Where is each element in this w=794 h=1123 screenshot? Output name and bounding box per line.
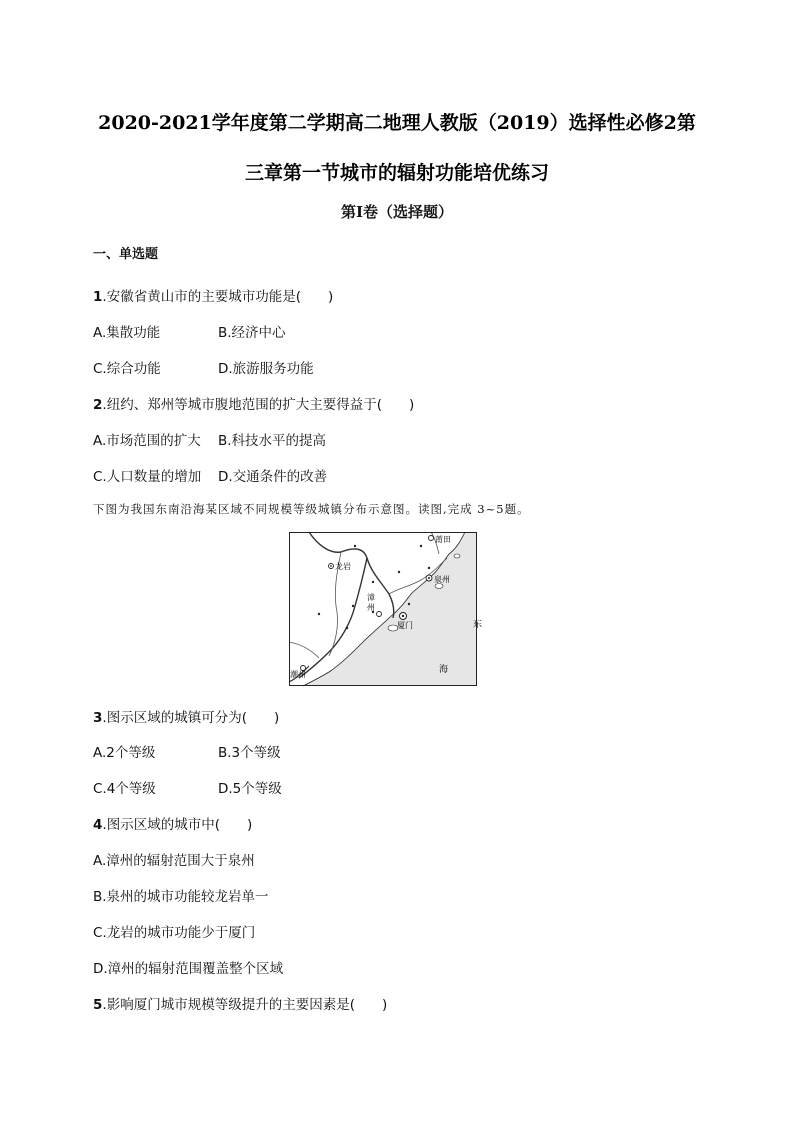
question-2-option-a: A.市场范围的扩大 <box>93 433 201 449</box>
question-number: 3 <box>93 710 103 726</box>
question-text: .纽约、郑州等城市腹地范围的扩大主要得益于( ) <box>102 397 415 413</box>
question-4-option-a: A.漳州的辐射范围大于泉州 <box>93 853 255 869</box>
region-map <box>289 532 483 686</box>
map-label-quanzhou: 泉州 <box>434 575 450 584</box>
document-subtitle: 第I卷（选择题） <box>340 203 454 221</box>
question-3-option-a: A.2个等级 <box>93 745 156 761</box>
question-4-option-c: C.龙岩的城市功能少于厦门 <box>93 925 256 941</box>
map-label-dong: 东 <box>473 620 483 630</box>
question-text: .图示区域的城镇可分为( ) <box>102 710 280 726</box>
map-intro-text: 下图为我国东南沿海某区域不同规模等级城镇分布示意图。读图,完成 3~5题。 <box>93 502 530 516</box>
document-title-line-1: 2020-2021学年度第二学期高二地理人教版（2019）选择性必修2第 <box>98 112 696 134</box>
question-4-option-d: D.漳州的辐射范围覆盖整个区域 <box>93 961 284 977</box>
map-label-chaozhou: 潮州 <box>290 670 306 679</box>
question-text: .图示区域的城市中( ) <box>102 817 253 833</box>
map-label-putian: 莆田 <box>435 535 451 544</box>
document-title-line-2: 三章第一节城市的辐射功能培优练习 <box>244 162 549 184</box>
question-1-option-c: C.综合功能 <box>93 361 161 377</box>
map-label-longyan: 龙岩 <box>335 562 351 571</box>
section-heading: 一、单选题 <box>93 247 159 262</box>
question-4-stem <box>93 813 252 833</box>
question-2-option-b: B.科技水平的提高 <box>218 433 327 449</box>
question-number: 1 <box>93 289 103 305</box>
question-2-option-d: D.交通条件的改善 <box>218 469 328 485</box>
map-label-zhou: 州 <box>367 603 375 612</box>
question-1-option-d: D.旅游服务功能 <box>218 361 314 377</box>
question-text: .影响厦门城市规模等级提升的主要因素是( ) <box>102 997 388 1013</box>
question-2-option-c: C.人口数量的增加 <box>93 469 202 485</box>
question-number: 2 <box>93 397 103 413</box>
question-3-option-d: D.5个等级 <box>218 781 282 797</box>
question-3-option-b: B.3个等级 <box>218 745 281 761</box>
question-3-option-c: C.4个等级 <box>93 781 156 797</box>
question-text: .安徽省黄山市的主要城市功能是( ) <box>102 289 334 305</box>
question-number: 4 <box>93 817 103 833</box>
question-1-option-b: B.经济中心 <box>218 325 286 341</box>
question-number: 5 <box>93 997 103 1013</box>
map-label-zhang: 漳 <box>367 593 375 602</box>
question-2-stem <box>93 393 414 413</box>
question-1-stem <box>93 285 333 305</box>
question-3-stem <box>93 706 279 726</box>
question-5-stem <box>93 993 387 1013</box>
map-label-xiamen: 厦门 <box>397 621 413 630</box>
question-4-option-b: B.泉州的城市功能较龙岩单一 <box>93 889 269 905</box>
map-label-hai: 海 <box>439 665 449 675</box>
question-1-option-a: A.集散功能 <box>93 325 161 341</box>
